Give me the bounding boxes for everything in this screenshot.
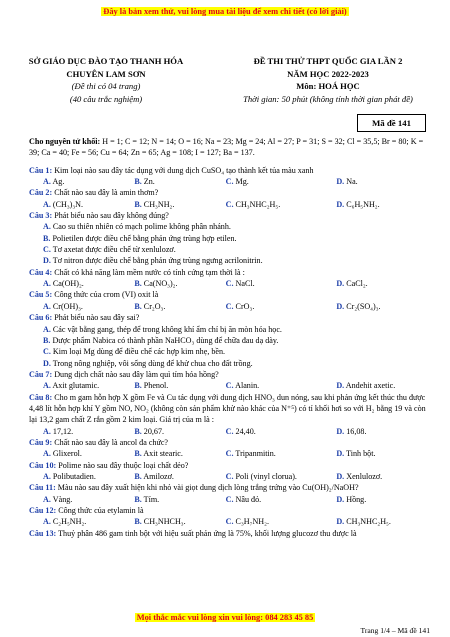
option-letter: B. [134,301,142,311]
answer-options [29,448,433,459]
question-stem [29,528,433,539]
option-letter: D. [336,471,345,481]
question-label: Câu 5: [29,290,53,300]
question-text: Chất nào sau đây là ancol đa chức? [52,437,169,447]
question-label: Câu 9: [29,437,53,447]
answer-option: C. Mg. [225,177,249,187]
question [29,165,433,188]
header-right [222,55,434,105]
question [29,289,433,312]
option-letter: B. [134,177,142,187]
question-stem [29,210,433,221]
option-letter: D. [336,199,345,209]
question-stem [29,187,433,198]
answer-option: A. Glixerol. [43,449,82,459]
question-label: Câu 4: [29,267,53,277]
answer-option: B. CH₃NH₂. [134,199,175,209]
answer-options [29,494,433,505]
answer-option: A. Ag. [43,177,65,187]
answer-option: C. Poli (vinyl clorua). [225,471,297,481]
option-letter: D. [336,279,345,289]
option-letter: D. [336,381,345,391]
answer-option: A. Cao su thiên nhiên có mạch polime không phân nhánh. [43,222,231,232]
option-letter: D. [336,177,345,187]
answer-option: D. Tơ nitron được điều chế bằng phản ứng trùng ngưng acrilonitrin. [43,256,263,266]
question-text: Kim loại nào sau đây tác dụng với dung dịch CuSO₄ tạo thành kết tủa màu xanh [52,165,314,175]
answer-options [29,301,433,312]
option-letter: C. [43,245,51,255]
school-year: NĂM HỌC 2022-2023 [287,68,369,79]
option-letter: A. [43,426,51,436]
option-letter: D. [336,301,345,311]
option-letter: C. [225,449,234,459]
answer-option: C. Tripanmitin. [225,449,276,459]
answer-option: A. C₂H₅NH₂. [43,517,87,527]
question [29,187,433,210]
question-label: Câu 13: [29,528,57,538]
question [29,437,433,460]
answer-options [29,278,433,289]
answer-option: D. Xenlulozơ. [336,471,383,481]
answer-option: B. Dược phẩm Nabica có thành phần NaHCO₃ dùng để chữa đau dạ dày. [43,335,279,345]
question-text: Cho m gam hỗn hợp X gồm Fe và Cu tác dụng với dung dịch HNO₃ dun nóng, sau khi phản ứng kết thúc thu được 4,48 lít hỗn hợp khí Y gồm NO, NO₂ (không còn sản phẩm khử nào khác của N⁺⁵) có tỉ khối hơi so với H₂ bằng 19 và còn lại 13,2 gam chất Z rắn gồm 2 kim loại. Giá trị của m là : [29,392,426,425]
option-letter: B. [43,335,51,345]
answer-option: D. Tinh bột. [336,449,376,459]
answer-option: C. CrO₃. [225,301,255,311]
option-letter: B. [134,381,142,391]
question-text: Chất có khả năng làm mềm nước có tính cứng tạm thời là : [52,267,245,277]
atomic-masses-text: H = 1; C = 12; N = 14; O = 16; Na = 23; Mg = 24; Al = 27; P = 31; S = 32; Cl = 35,5; Br = 80; K = 39; Ca = 40; Fe = 56; Cu = 64; Zn = 65; Ag = 108; I = 127; Ba = 137. [29,137,424,158]
question-label: Câu 2: [29,188,53,198]
question-stem [29,165,433,176]
option-letter: C. [225,279,234,289]
question [29,312,433,369]
option-letter: C. [225,177,234,187]
page-number: Trang 1/4 – Mã đề 141 [360,626,430,635]
answer-option: B. Polietilen được điều chế bằng phản ứng trùng hợp etilen. [43,233,237,243]
question-stem [29,289,433,300]
answer-option: D. Andehit axetic. [336,381,396,391]
question-label: Câu 8: [29,392,53,402]
answer-option: B. Amilozơ. [134,471,174,481]
option-letter: D. [43,358,51,368]
question-label: Câu 12: [29,506,57,515]
option-letter: A. [43,301,51,311]
answer-options [29,176,433,187]
option-letter: D. [336,426,345,436]
answer-option: C. C₃H₇NH₂. [225,517,269,527]
answer-option: C. 24,40. [225,426,256,436]
option-letter: C. [225,301,234,311]
question-text: Công thức của etylamin là [56,506,144,515]
question-text: Polime nào sau đây thuộc loại chất dẻo? [56,460,189,470]
option-letter: D. [336,517,345,527]
answer-option: C. Alanin. [225,381,260,391]
answer-option: A. (CH₃)₃N. [43,199,84,209]
option-letter: C. [225,494,234,504]
option-letter: D. [336,494,345,504]
question-stem [29,437,433,448]
question-stem [29,312,433,323]
question [29,505,433,528]
question-text: Dung dịch chất nào sau đây làm quì tím hóa hồng? [52,369,219,379]
exam-title: ĐỀ THI THỬ THPT QUỐC GIA LẦN 2 [253,56,403,66]
answer-option: B. Axit stearic. [134,449,183,459]
answer-option: D. C₆H₅NH₂. [336,199,380,209]
question-text: Phát biểu nào sau đây không đúng? [52,211,169,221]
question-text: Công thức của crom (VI) oxit là [52,290,159,300]
answer-option: A. Axit glutamic. [43,381,100,391]
answer-option: B. Tím. [134,494,160,504]
exam-code-box: Mã đề 141 [357,114,426,132]
option-letter: C. [225,426,234,436]
option-letter: B. [134,426,142,436]
option-letter: A. [43,177,51,187]
answer-option: B. Phenol. [134,381,169,391]
question-stem [29,460,433,471]
option-letter: A. [43,222,51,232]
atomic-masses-label: Cho nguyên tử khối: [29,137,101,146]
question-stem [29,392,433,426]
answer-option: C. NaCl. [225,279,255,289]
question [29,482,433,505]
option-letter: A. [43,199,51,209]
school-name: CHUYÊN LAM SƠN [66,68,146,79]
option-letter: A. [43,279,51,289]
question-stem [29,369,433,380]
answer-option: A. Polibutadien. [43,471,96,481]
answer-option: D. CH₃NHC₂H₅. [336,517,391,527]
preview-banner: Đây là bản xem thử, vui lòng mua tài liệu để xem chi tiết (có lời giải) [103,7,347,16]
question-text: Phát biểu nào sau đây sai? [52,313,140,323]
option-letter: B. [134,199,142,209]
question [29,369,433,392]
option-letter: C. [43,347,51,357]
answer-option: B. CH₃NHCH₃. [134,517,186,527]
contact-footer: Mọi thắc mắc vui lòng xin vui lòng: 084 283 45 85 [136,613,314,622]
answer-option: C. Tơ axetat được điều chế từ xenlulozơ. [43,245,176,255]
question-label: Câu 3: [29,211,53,221]
question-label: Câu 1: [29,165,53,175]
option-letter: A. [43,471,51,481]
question-text: Thuỷ phân 486 gam tinh bột với hiệu suất phản ứng là 75%, khối lượng glucozơ thu được là [56,528,357,538]
atomic-masses [29,136,433,159]
option-letter: A. [43,517,51,527]
answer-options [29,471,433,482]
answer-option: C. Kim loại Mg dùng để điều chế các hợp kim nhẹ, bền. [43,347,226,357]
answer-options [29,380,433,391]
option-letter: B. [134,449,142,459]
answer-option: B. Cr₂O₃. [134,301,166,311]
option-letter: B. [134,494,142,504]
answer-option: D. Trong nông nghiệp, vôi sống dùng để khử chua cho đất trồng. [43,358,253,368]
answer-option: C. Nâu đỏ. [225,494,262,504]
question-stem [29,482,433,493]
subject: Môn: HOÁ HỌC [296,81,360,91]
exam-content [29,136,433,539]
answer-option: A. Các vật bằng gang, thép để trong không khí ẩm chỉ bị ăn mòn hóa học. [43,324,282,334]
option-letter: A. [43,324,51,334]
question [29,460,433,483]
question [29,528,433,539]
option-letter: C. [225,381,234,391]
question-label: Câu 10: [29,460,57,470]
option-letter: B. [134,279,142,289]
answer-option: D. Cr₂(SO₄)₃. [336,301,381,311]
question-list [29,165,433,539]
page-count-note: (Đề thi có 04 trang) [71,81,141,91]
answer-option: A. 17,12. [43,426,74,436]
answer-options [29,516,433,527]
option-letter: C. [225,471,234,481]
option-letter: B. [134,471,142,481]
option-letter: B. [43,233,51,243]
department-name: SỞ GIÁO DỤC ĐÀO TẠO THANH HÓA [28,56,184,66]
question-stem [29,505,433,516]
option-letter: C. [225,517,234,527]
question [29,210,433,267]
answer-option: D. 16,08. [336,426,367,436]
option-letter: D. [336,449,345,459]
option-letter: C. [225,199,234,209]
question [29,267,433,290]
question-label: Câu 7: [29,369,53,379]
answer-option: B. Ca(NO₃)₂. [134,279,178,289]
question-label: Câu 6: [29,313,53,323]
question-text: Chất nào sau đây là amin thơm? [52,188,159,198]
option-letter: D. [43,256,51,266]
answer-option: B. 20,67. [134,426,165,436]
option-letter: A. [43,494,51,504]
question-stem [29,267,433,278]
answer-option: A. Vàng. [43,494,73,504]
option-letter: B. [134,517,142,527]
question [29,392,433,437]
question-text: Màu nào sau đây xuất hiện khi nhỏ vài giọt dung dịch lòng trắng trứng vào Cu(OH)₂/NaOH? [55,483,359,493]
answer-option: C. CH₃NHC₂H₅. [225,199,281,209]
answer-option: B. Zn. [134,177,155,187]
option-letter: A. [43,449,51,459]
time-limit: Thời gian: 50 phút (không tính thời gian phát đề) [243,93,413,104]
option-letter: A. [43,381,51,391]
question-count-note: (40 câu trắc nghiệm) [69,93,143,104]
header-left [22,55,190,105]
question-label: Câu 11: [29,483,56,493]
answer-option: D. CaCl₂. [336,279,368,289]
answer-option: A. Cr(OH)₃. [43,301,83,311]
answer-option: D. Na. [336,177,358,187]
answer-options [29,426,433,437]
answer-option: D. Hồng. [336,494,367,504]
answer-option: A. Ca(OH)₂. [43,279,84,289]
answer-options [29,199,433,210]
